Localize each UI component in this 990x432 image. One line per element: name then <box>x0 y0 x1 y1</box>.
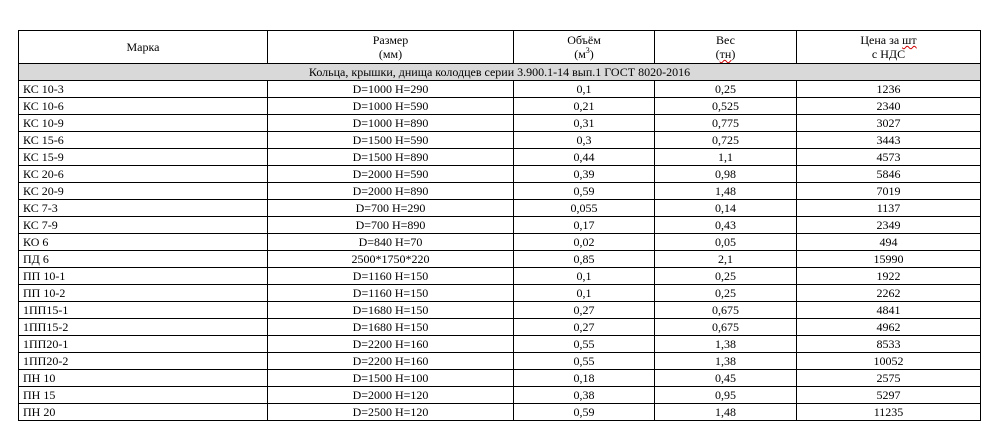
cell-volume: 0,55 <box>514 353 655 370</box>
header-price <box>797 31 981 64</box>
table-row <box>19 81 981 98</box>
header-volume-label: Объём <box>567 33 601 47</box>
cell-mark: ПН 10 <box>19 370 268 387</box>
cell-volume: 0,39 <box>514 166 655 183</box>
cell-size: D=2200 H=160 <box>268 336 514 353</box>
cell-mark: КС 10-3 <box>19 81 268 98</box>
cell-size: D=2000 H=590 <box>268 166 514 183</box>
cell-mark: 1ПП15-1 <box>19 302 268 319</box>
cell-mark: КО 6 <box>19 234 268 251</box>
cell-price: 7019 <box>797 183 981 200</box>
cell-size: D=700 H=290 <box>268 200 514 217</box>
table-row <box>19 319 981 336</box>
table-row <box>19 200 981 217</box>
cell-volume: 0,59 <box>514 183 655 200</box>
cell-size: D=1680 H=150 <box>268 302 514 319</box>
header-weight-close: ) <box>731 47 736 61</box>
cell-mark: 1ПП20-2 <box>19 353 268 370</box>
cell-price: 8533 <box>797 336 981 353</box>
cell-volume: 0,38 <box>514 387 655 404</box>
cell-volume: 0,18 <box>514 370 655 387</box>
cell-weight: 0,98 <box>655 166 797 183</box>
cell-price: 3027 <box>797 115 981 132</box>
cell-price: 5297 <box>797 387 981 404</box>
header-volume-sup: 3 <box>585 46 590 55</box>
cell-weight: 0,675 <box>655 302 797 319</box>
cell-weight: 1,38 <box>655 336 797 353</box>
cell-size: D=2500 H=120 <box>268 404 514 421</box>
cell-weight: 0,95 <box>655 387 797 404</box>
cell-price: 3443 <box>797 132 981 149</box>
cell-volume: 0,1 <box>514 81 655 98</box>
cell-volume: 0,3 <box>514 132 655 149</box>
cell-volume: 0,1 <box>514 285 655 302</box>
table-row <box>19 404 981 421</box>
header-volume-unit: (м <box>574 47 586 61</box>
cell-size: D=1000 H=590 <box>268 98 514 115</box>
cell-volume: 0,055 <box>514 200 655 217</box>
cell-weight: 0,25 <box>655 268 797 285</box>
header-price-label: Цена за <box>860 33 903 47</box>
cell-size: D=1000 H=290 <box>268 81 514 98</box>
header-size-label: Размер <box>372 33 409 47</box>
cell-mark: ПД 6 <box>19 251 268 268</box>
cell-weight: 1,48 <box>655 183 797 200</box>
table-row <box>19 353 981 370</box>
header-price-unit: шт <box>902 33 917 47</box>
cell-mark: ПП 10-1 <box>19 268 268 285</box>
header-mark <box>19 31 268 64</box>
cell-mark: 1ПП15-2 <box>19 319 268 336</box>
cell-mark: КС 15-6 <box>19 132 268 149</box>
cell-mark: КС 20-9 <box>19 183 268 200</box>
cell-price: 2349 <box>797 217 981 234</box>
header-volume-unit-close: ) <box>589 47 594 61</box>
cell-volume: 0,55 <box>514 336 655 353</box>
header-weight-open: ( <box>715 47 720 61</box>
price-table <box>18 30 981 421</box>
cell-volume: 0,31 <box>514 115 655 132</box>
cell-weight: 0,05 <box>655 234 797 251</box>
table-row <box>19 370 981 387</box>
cell-price: 1236 <box>797 81 981 98</box>
table-row <box>19 149 981 166</box>
cell-volume: 0,44 <box>514 149 655 166</box>
cell-price: 11235 <box>797 404 981 421</box>
cell-volume: 0,85 <box>514 251 655 268</box>
cell-price: 4962 <box>797 319 981 336</box>
table-row <box>19 132 981 149</box>
cell-price: 10052 <box>797 353 981 370</box>
table-row <box>19 115 981 132</box>
table-row <box>19 166 981 183</box>
cell-size: D=2200 H=160 <box>268 353 514 370</box>
header-size <box>268 31 514 64</box>
header-size-unit: (мм) <box>378 47 403 61</box>
cell-size: D=2000 H=120 <box>268 387 514 404</box>
section-title: Кольца, крышки, днища колодцев серии 3.900.1-14 вып.1 ГОСТ 8020-2016 <box>19 64 981 81</box>
table-row <box>19 183 981 200</box>
cell-weight: 1,1 <box>655 149 797 166</box>
cell-weight: 0,675 <box>655 319 797 336</box>
header-price-vat: с НДС <box>871 47 906 61</box>
cell-mark: КС 10-9 <box>19 115 268 132</box>
header-weight-label: Вес <box>716 33 735 47</box>
cell-price: 494 <box>797 234 981 251</box>
cell-weight: 1,38 <box>655 353 797 370</box>
table-row <box>19 336 981 353</box>
cell-price: 2262 <box>797 285 981 302</box>
cell-weight: 0,525 <box>655 98 797 115</box>
cell-size: D=1160 H=150 <box>268 285 514 302</box>
cell-price: 4841 <box>797 302 981 319</box>
table-row <box>19 302 981 319</box>
cell-size: D=1500 H=100 <box>268 370 514 387</box>
cell-volume: 0,59 <box>514 404 655 421</box>
cell-weight: 0,725 <box>655 132 797 149</box>
cell-price: 1137 <box>797 200 981 217</box>
cell-size: D=700 H=890 <box>268 217 514 234</box>
cell-price: 15990 <box>797 251 981 268</box>
cell-weight: 0,25 <box>655 285 797 302</box>
cell-weight: 2,1 <box>655 251 797 268</box>
cell-volume: 0,21 <box>514 98 655 115</box>
cell-mark: КС 20-6 <box>19 166 268 183</box>
cell-mark: КС 15-9 <box>19 149 268 166</box>
header-weight <box>655 31 797 64</box>
cell-size: D=1680 H=150 <box>268 319 514 336</box>
cell-volume: 0,27 <box>514 319 655 336</box>
cell-size: D=2000 H=890 <box>268 183 514 200</box>
cell-volume: 0,17 <box>514 217 655 234</box>
cell-price: 2340 <box>797 98 981 115</box>
cell-mark: КС 10-6 <box>19 98 268 115</box>
table-row <box>19 387 981 404</box>
cell-mark: ПН 15 <box>19 387 268 404</box>
header-row <box>19 31 981 64</box>
cell-weight: 1,48 <box>655 404 797 421</box>
cell-weight: 0,14 <box>655 200 797 217</box>
cell-size: D=840 H=70 <box>268 234 514 251</box>
cell-weight: 0,43 <box>655 217 797 234</box>
cell-price: 2575 <box>797 370 981 387</box>
cell-weight: 0,25 <box>655 81 797 98</box>
cell-volume: 0,02 <box>514 234 655 251</box>
cell-volume: 0,1 <box>514 268 655 285</box>
table-row <box>19 98 981 115</box>
table-row <box>19 251 981 268</box>
cell-size: D=1500 H=890 <box>268 149 514 166</box>
table-row <box>19 285 981 302</box>
cell-mark: ПН 20 <box>19 404 268 421</box>
cell-mark: КС 7-9 <box>19 217 268 234</box>
header-weight-unit: тн <box>719 47 732 61</box>
cell-mark: 1ПП20-1 <box>19 336 268 353</box>
cell-price: 4573 <box>797 149 981 166</box>
section-row <box>19 64 981 81</box>
cell-size: D=1160 H=150 <box>268 268 514 285</box>
table-row <box>19 234 981 251</box>
cell-price: 5846 <box>797 166 981 183</box>
header-mark-label: Марка <box>126 40 160 54</box>
cell-size: D=1500 H=590 <box>268 132 514 149</box>
cell-mark: ПП 10-2 <box>19 285 268 302</box>
table-row <box>19 217 981 234</box>
cell-price: 1922 <box>797 268 981 285</box>
cell-weight: 0,45 <box>655 370 797 387</box>
cell-mark: КС 7-3 <box>19 200 268 217</box>
cell-size: 2500*1750*220 <box>268 251 514 268</box>
header-volume <box>514 31 655 64</box>
table-row <box>19 268 981 285</box>
cell-size: D=1000 H=890 <box>268 115 514 132</box>
cell-volume: 0,27 <box>514 302 655 319</box>
cell-weight: 0,775 <box>655 115 797 132</box>
